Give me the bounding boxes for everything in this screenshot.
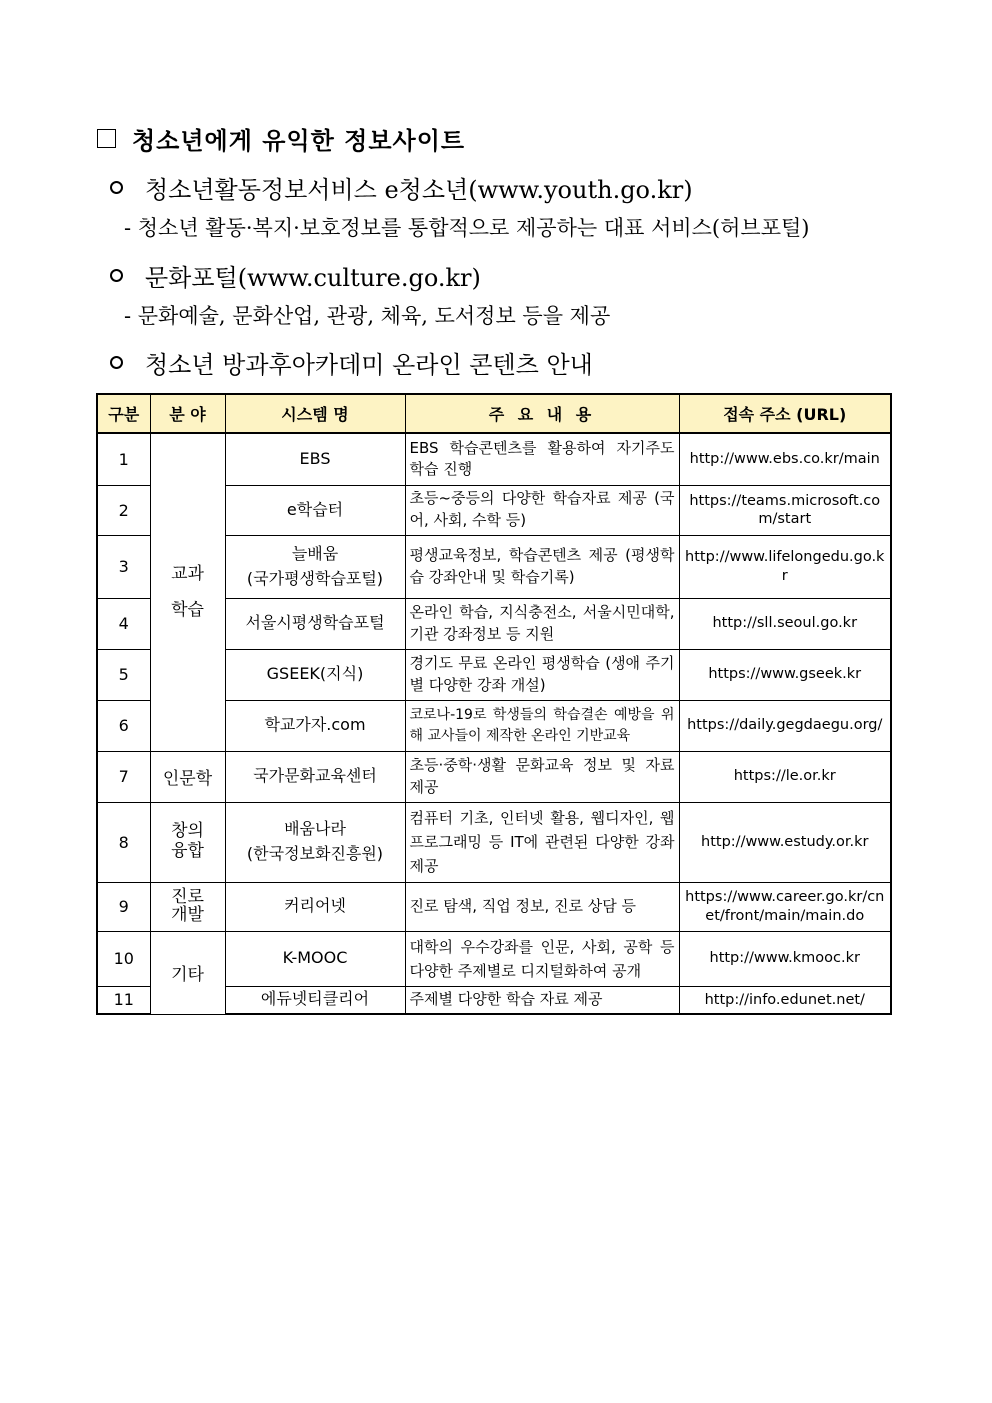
site-table [96,393,892,1015]
row-num: 6 [97,700,150,751]
section-2-title-text: 문화포털(www.culture.go.kr) [145,264,481,292]
row-url: https://le.or.kr [679,751,891,802]
row-desc: EBS 학습콘텐츠를 활용하여 자기주도 학습 진행 [405,433,679,485]
row-system: e학습터 [225,485,405,535]
header-url: 접속 주소 (URL) [679,394,891,433]
row-num: 2 [97,485,150,535]
row-num: 8 [97,802,150,882]
section-3-title [110,345,593,380]
row-url: http://www.estudy.or.kr [679,802,891,882]
row-desc: 컴퓨터 기초, 인터넷 활용, 웹디자인, 웹 프로그래밍 등 IT에 관련된 다양한 강좌 제공 [405,802,679,882]
row-system [225,535,405,598]
row-num: 5 [97,649,150,700]
field-gita: 기타 [150,931,225,1014]
circle-bullet-icon [110,356,123,369]
row-system: 학교가자.com [225,700,405,751]
section-1-title-text: 청소년활동정보서비스 e청소년(www.youth.go.kr) [145,176,693,204]
table-row [97,802,891,882]
table-row [97,931,891,986]
field-gyogwa [150,433,225,751]
field-changui [150,802,225,882]
row-url: https://www.gseek.kr [679,649,891,700]
row-num: 7 [97,751,150,802]
system-name: 배움나라 [284,819,346,839]
header-num: 구분 [97,394,150,433]
row-num: 1 [97,433,150,485]
page-heading [97,120,465,156]
header-system: 시스템 명 [225,394,405,433]
row-num: 4 [97,598,150,649]
row-desc: 평생교육정보, 학습콘텐츠 제공 (평생학습 강좌안내 및 학습기록) [405,535,679,598]
field-label-line: 개발 [171,904,204,925]
row-desc: 코로나-19로 학생들의 학습결손 예방을 위해 교사들이 제작한 온라인 기반교육 [405,700,679,751]
row-system: 서울시평생학습포털 [225,598,405,649]
field-label-line: 융합 [171,841,204,861]
row-desc: 대학의 우수강좌를 인문, 사회, 공학 등 다양한 주제별로 디지털화하여 공개 [405,931,679,986]
row-system: K-MOOC [225,931,405,986]
section-1-title [110,170,693,205]
row-url: http://www.ebs.co.kr/main [679,433,891,485]
table-row [97,751,891,802]
section-2-title [110,258,481,293]
checkbox-square-icon [97,129,116,148]
section-3-title-text: 청소년 방과후아카데미 온라인 콘텐츠 안내 [145,351,593,379]
system-subname: (국가평생학습포털) [246,568,384,588]
row-desc: 주제별 다양한 학습 자료 제공 [405,986,679,1014]
field-label-line: 창의 [171,821,204,842]
row-url: http://sll.seoul.go.kr [679,598,891,649]
row-url: http://info.edunet.net/ [679,986,891,1014]
row-system: EBS [225,433,405,485]
table-row [97,882,891,931]
row-system [225,802,405,882]
row-url: http://www.lifelongedu.go.kr [679,535,891,598]
header-field: 분 야 [150,394,225,433]
row-system: 국가문화교육센터 [225,751,405,802]
row-num: 3 [97,535,150,598]
row-desc: 온라인 학습, 지식충전소, 서울시민대학, 기관 강좌정보 등 지원 [405,598,679,649]
field-inmun: 인문학 [150,751,225,802]
row-num: 11 [97,986,150,1014]
row-num: 10 [97,931,150,986]
field-label-line: 진로 [171,886,204,907]
row-num: 9 [97,882,150,931]
row-desc: 초등~중등의 다양한 학습자료 제공 (국어, 사회, 수학 등) [405,485,679,535]
header-content: 주 요 내 용 [405,394,679,433]
page-heading-text: 청소년에게 유익한 정보사이트 [132,126,466,155]
section-2-desc: - 문화예술, 문화산업, 관광, 체육, 도서정보 등을 제공 [124,304,611,328]
system-name: 늘배움 [291,543,339,563]
table-row [97,433,891,485]
system-subname: (한국정보화진흥원) [246,844,384,863]
row-desc: 경기도 무료 온라인 평생학습 (생애 주기별 다양한 강좌 개설) [405,649,679,700]
row-system: 커리어넷 [225,882,405,931]
field-label-line: 학습 [171,600,204,621]
field-label-line: 교과 [171,564,204,585]
row-system: 에듀넷티클리어 [225,986,405,1014]
circle-bullet-icon [110,269,123,282]
field-jinro [150,882,225,931]
section-1-desc: - 청소년 활동·복지·보호정보를 통합적으로 제공하는 대표 서비스(허브포털) [124,216,810,240]
row-desc: 초등·중학·생활 문화교육 정보 및 자료 제공 [405,751,679,802]
table-header-row [97,394,891,433]
circle-bullet-icon [110,181,123,194]
row-system: GSEEK(지식) [225,649,405,700]
row-url: https://www.career.go.kr/cnet/front/main/main.do [679,882,891,931]
row-url: https://daily.gegdaegu.org/ [679,700,891,751]
row-desc: 진로 탐색, 직업 정보, 진로 상담 등 [405,882,679,931]
row-url: http://www.kmooc.kr [679,931,891,986]
row-url: https://teams.microsoft.com/start [679,485,891,535]
